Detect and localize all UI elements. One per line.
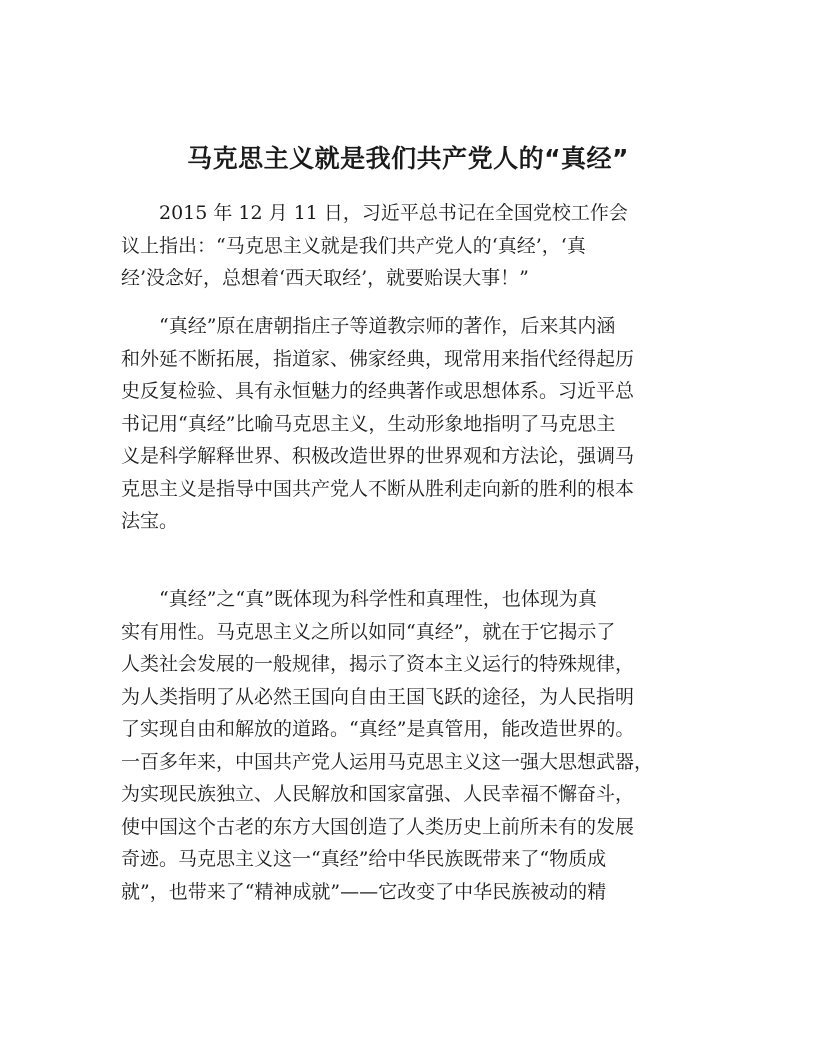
paragraph-3-line-2: 实有用性。马克思主义之所以如同“真经”，就在于它揭示了 <box>121 620 616 643</box>
paragraph-1 <box>121 197 701 295</box>
paragraph-3-line-5: 了实现自由和解放的道路。“真经”是真管用，能改造世界的。 <box>121 718 635 740</box>
paragraph-2-line-3: 史反复检验、具有永恒魅力的经典著作或思想体系。习近平总 <box>121 380 635 402</box>
paragraph-3 <box>121 583 701 908</box>
paragraph-2 <box>121 310 701 538</box>
paragraph-2-line-2: 和外延不断拓展，指道家、佛家经典，现常用来指代经得起历 <box>121 347 635 370</box>
paragraph-2-line-1: “真经”原在唐朝指庄子等道教宗师的著作，后来其内涵 <box>159 315 616 337</box>
paragraph-2-line-4: 书记用“真经”比喻马克思主义，生动形象地指明了马克思主 <box>121 412 616 435</box>
paragraph-3-line-10: 就”，也带来了“精神成就”——它改变了中华民族被动的精 <box>121 880 607 903</box>
paragraph-3-line-8: 使中国这个古老的东方大国创造了人类历史上前所未有的发展 <box>121 815 635 838</box>
paragraph-1-line-2: 议上指出：“马克思主义就是我们共产党人的‘真经’，‘真 <box>121 234 586 257</box>
paragraph-3-line-7: 为实现民族独立、人民解放和国家富强、人民幸福不懈奋斗， <box>121 783 635 805</box>
paragraph-2-line-6: 克思主义是指导中国共产党人不断从胜利走向新的胜利的根本 <box>121 477 635 500</box>
paragraph-3-line-4: 为人类指明了从必然王国向自由王国飞跃的途径，为人民指明 <box>121 685 635 708</box>
paragraph-3-line-6: 一百多年来，中国共产党人运用马克思主义这一强大思想武器， <box>121 750 654 773</box>
page-title: 马克思主义就是我们共产党人的“真经” <box>187 144 629 173</box>
paragraph-2-line-5: 义是科学解释世界、积极改造世界的世界观和方法论，强调马 <box>121 445 635 467</box>
paragraph-3-line-3: 人类社会发展的一般规律，揭示了资本主义运行的特殊规律， <box>121 653 635 675</box>
paragraph-1-line-3: 经’没念好，总想着‘西天取经’，就要贻误大事！” <box>121 267 529 289</box>
paragraph-3-line-9: 奇迹。马克思主义这一“真经”给中华民族既带来了“物质成 <box>121 848 607 870</box>
paragraph-1-line-1: 2015 年 12 月 11 日，习近平总书记在全国党校工作会 <box>159 202 628 224</box>
paragraph-2-line-7: 法宝。 <box>121 510 179 532</box>
paragraph-3-line-1: “真经”之“真”既体现为科学性和真理性，也体现为真 <box>159 588 597 610</box>
